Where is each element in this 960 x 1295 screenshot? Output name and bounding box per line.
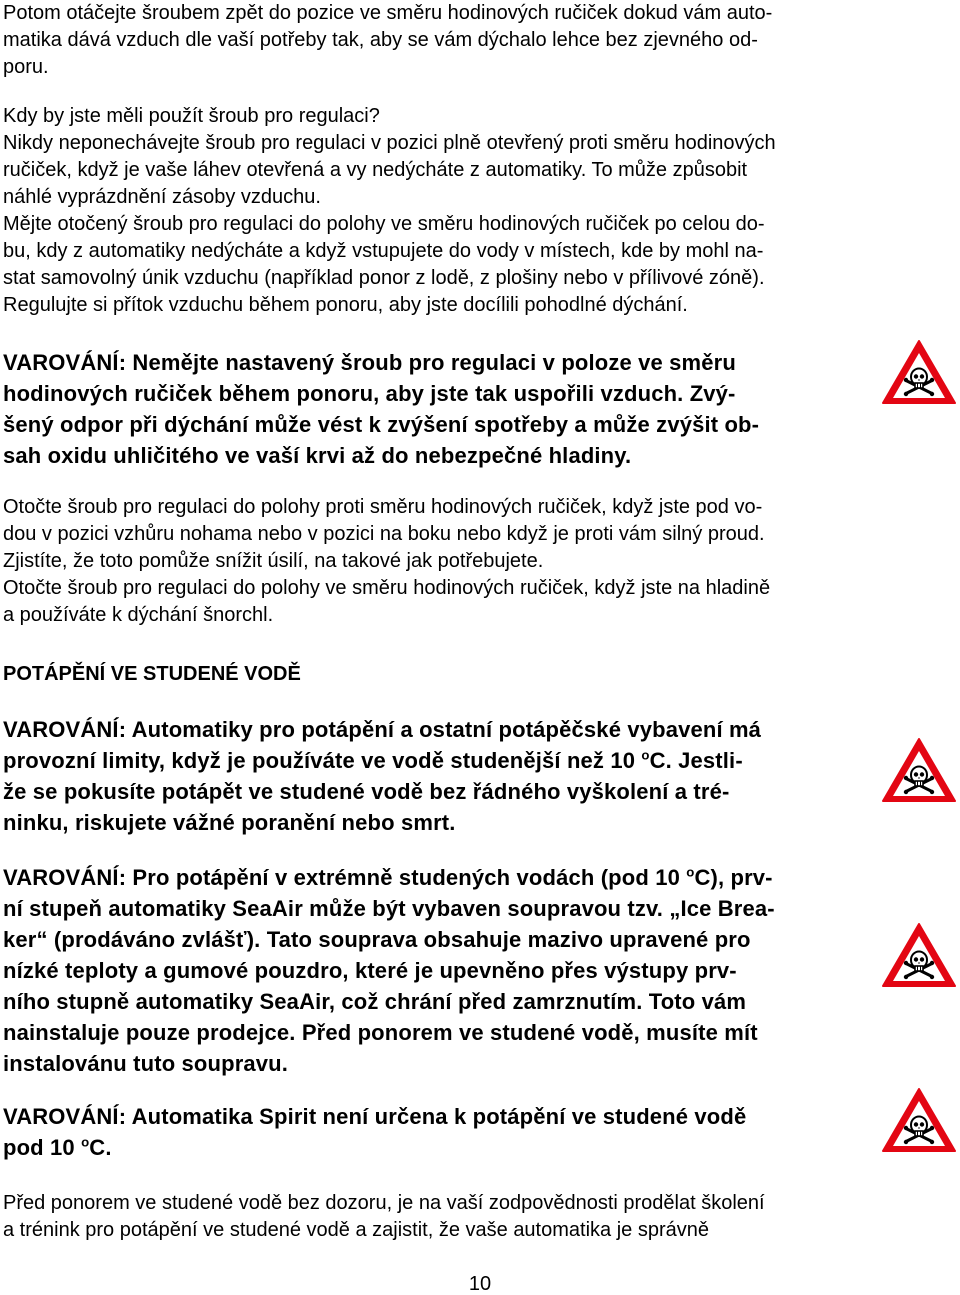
warning-line: instalovánu tuto soupravu. <box>3 1051 289 1076</box>
warning-line: hodinových ručiček během ponoru, aby jste tak uspořili vzduch. Zvý- <box>3 381 736 406</box>
warning-line: VAROVÁNÍ: Nemějte nastavený šroub pro regulaci v poloze ve směru <box>3 350 736 375</box>
warning-regulator-setting <box>3 347 759 471</box>
warning-line <box>3 745 761 776</box>
warning-line: VAROVÁNÍ: Automatiky pro potápění a ostatní potápěčské vybavení má <box>3 717 762 742</box>
degree-superscript: o <box>686 864 695 880</box>
text-line: poru. <box>3 56 49 78</box>
warning-line: ního stupně automatiky SeaAir, což chrání před zamrznutím. Toto vám <box>3 989 747 1014</box>
text-line: Otočte šroub pro regulaci do polohy proti směru hodinových ručiček, když jste pod vo- <box>3 496 763 518</box>
warning-line: nainstaluje pouze prodejce. Před ponorem ve studené vodě, musíte mít <box>3 1020 758 1045</box>
text-fragment: pod 10 <box>3 1135 82 1160</box>
text-line: dou v pozici vzhůru nohama nebo v pozici na boku nebo když je proti vám silný proud. <box>3 523 765 545</box>
text-line: náhlé vyprázdnění zásoby vzduchu. <box>3 186 321 208</box>
skull-warning-icon <box>880 920 958 990</box>
paragraph-cold-water-training <box>3 1190 913 1244</box>
warning-line: ninku, riskujete vážné poranění nebo smrt. <box>3 810 456 835</box>
warning-line: nízké teploty a gumové pouzdro, které je upevněno přes výstupy prv- <box>3 958 737 983</box>
text-line: Nikdy neponechávejte šroub pro regulaci v pozici plně otevřený proti směru hodinových <box>3 132 776 154</box>
paragraph-regulator-positions <box>3 494 913 629</box>
page-number: 10 <box>468 1273 492 1295</box>
warning-line: sah oxidu uhličitého ve vaší krvi až do nebezpečné hladiny. <box>3 443 632 468</box>
degree-superscript: o <box>641 747 650 763</box>
warning-line <box>3 862 775 893</box>
section-title: Kdy by jste měli použít šroub pro regulaci? <box>3 105 380 127</box>
text-line: a používáte k dýchání šnorchl. <box>3 604 274 626</box>
section-when-to-use-regulator <box>3 103 913 319</box>
heading-cold-water-diving: POTÁPĚNÍ VE STUDENÉ VODĚ <box>3 663 301 685</box>
text-line: Potom otáčejte šroubem zpět do pozice ve směru hodinových ručiček dokud vám auto- <box>3 2 773 24</box>
warning-line: že se pokusíte potápět ve studené vodě bez řádného vyškolení a tré- <box>3 779 730 804</box>
text-fragment: provozní limity, když je používáte ve vodě studenější než 10 <box>3 748 642 773</box>
text-line: Zjistíte, že toto pomůže snížit úsilí, na takové jak potřebujete. <box>3 550 544 572</box>
warning-line: VAROVÁNÍ: Automatika Spirit není určena k potápění ve studené vodě <box>3 1104 747 1129</box>
text-line: matika dává vzduch dle vaší potřeby tak, aby se vám dýchalo lehce bez zjevného od- <box>3 29 758 51</box>
text-line: stat samovolný únik vzduchu (například ponor z lodě, z plošiny nebo v přílivové zóně). <box>3 267 765 289</box>
warning-cold-water-limits <box>3 714 761 838</box>
text-line: ručiček, když je vaše láhev otevřená a vy nedýcháte z automatiky. To může způsobit <box>3 159 748 181</box>
text-line: Mějte otočený šroub pro regulaci do polohy ve směru hodinových ručiček po celou do- <box>3 213 765 235</box>
warning-line: ní stupeň automatiky SeaAir může být vybaven soupravou tzv. „Ice Brea- <box>3 896 775 921</box>
text-line: Otočte šroub pro regulaci do polohy ve směru hodinových ručiček, když jste na hladině <box>3 577 771 599</box>
paragraph-regulator-adjust <box>3 0 913 81</box>
text-fragment: C. Jestli- <box>649 748 743 773</box>
text-line: a trénink pro potápění ve studené vodě a zajistit, že vaše automatika je správně <box>3 1219 709 1241</box>
text-line: Před ponorem ve studené vodě bez dozoru, je na vaší zodpovědnosti prodělat školení <box>3 1192 765 1214</box>
text-fragment: C), prv- <box>694 865 773 890</box>
degree-superscript: o <box>81 1134 90 1150</box>
warning-line: ker“ (prodáváno zvlášť). Tato souprava obsahuje mazivo upravené pro <box>3 927 751 952</box>
skull-warning-icon <box>880 735 958 805</box>
skull-warning-icon <box>880 337 958 407</box>
text-line: Regulujte si přítok vzduchu během ponoru, aby jste docílili pohodlné dýchání. <box>3 294 688 316</box>
text-fragment: VAROVÁNÍ: Pro potápění v extrémně studených vodách (pod 10 <box>3 865 687 890</box>
warning-spirit-cold-water <box>3 1101 746 1163</box>
warning-line: šený odpor při dýchání může vést k zvýšení spotřeby a může zvýšit ob- <box>3 412 760 437</box>
text-line: bu, kdy z automatiky nedýcháte a když vstupujete do vody v místech, kde by mohl na- <box>3 240 764 262</box>
warning-ice-breaker-kit <box>3 862 775 1079</box>
skull-warning-icon <box>880 1085 958 1155</box>
warning-line <box>3 1132 746 1163</box>
text-fragment: C. <box>89 1135 112 1160</box>
